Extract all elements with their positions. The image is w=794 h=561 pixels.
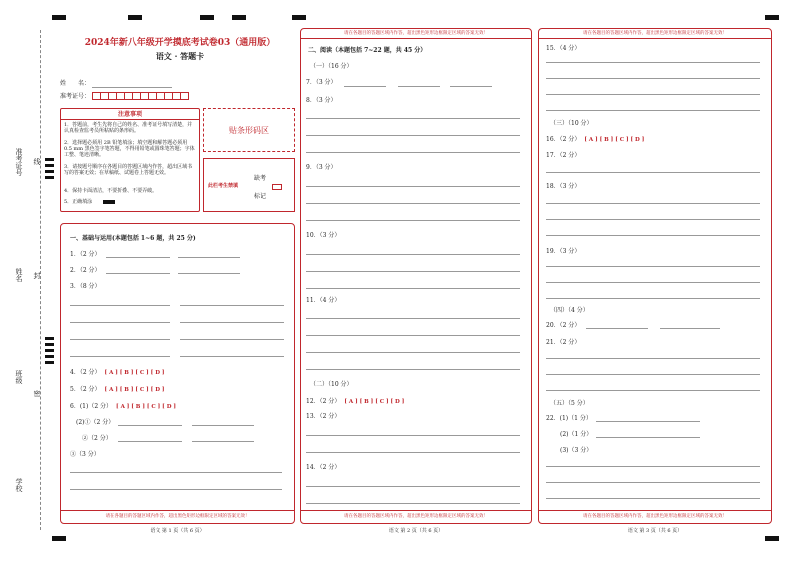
section-title: 一、基础与运用(本题包括 1~6 题，共 25 分) [70, 235, 196, 242]
registration-mark [52, 536, 66, 541]
side-label-name: 姓名 [15, 268, 23, 282]
question-label: 4．（2 分） [ A ] [ B ] [ C ] [ D ] [70, 369, 165, 376]
timing-mark [45, 164, 54, 167]
answer-line[interactable] [306, 486, 520, 487]
answer-line[interactable] [546, 110, 760, 111]
answer-line[interactable] [546, 266, 760, 267]
answer-line[interactable] [546, 235, 760, 236]
question-label: 2．（2 分） [70, 267, 101, 274]
question-label: 15．（4 分） [546, 45, 581, 52]
answer-line[interactable] [306, 288, 520, 289]
timing-mark [45, 170, 54, 173]
part-label: （四）（4 分） [550, 307, 589, 314]
answer-line[interactable] [546, 482, 760, 483]
answer-line[interactable] [70, 339, 170, 340]
answer-line[interactable] [306, 220, 520, 221]
registration-mark [200, 15, 214, 20]
answer-line[interactable] [106, 273, 170, 274]
answer-line[interactable] [398, 86, 440, 87]
exam-no-label: 准考证号： [60, 93, 91, 100]
question-label: 1．（2 分） [70, 251, 101, 258]
timing-mark [45, 337, 54, 340]
exam-no-boxes[interactable] [92, 92, 188, 100]
part-label: （一）（16 分） [310, 63, 353, 70]
answer-line[interactable] [306, 503, 520, 504]
question-label: (3)（3 分） [560, 447, 593, 454]
question-label: 6．(1)（2 分） [ A ] [ B ] [ C ] [ D ] [70, 403, 176, 410]
barcode-label: 贴条形码区 [229, 126, 269, 135]
timing-mark [45, 343, 54, 346]
question-label: 12．（2 分） [ A ] [ B ] [ C ] [ D ] [306, 398, 405, 405]
answer-line[interactable] [118, 441, 182, 442]
answer-line[interactable] [306, 203, 520, 204]
answer-line[interactable] [178, 273, 240, 274]
exam-title: 2024年新八年级开学摸底考试卷03（通用版） [84, 38, 276, 48]
answer-line[interactable] [306, 318, 520, 319]
answer-line[interactable] [180, 356, 284, 357]
question-label: 10．（3 分） [306, 232, 341, 239]
answer-line[interactable] [180, 339, 284, 340]
answer-line[interactable] [546, 62, 760, 63]
question-label: 16．（2 分） [ A ] [ B ] [ C ] [ D ] [546, 136, 645, 143]
answer-line[interactable] [546, 219, 760, 220]
missing-box [203, 158, 295, 212]
choice-options[interactable]: [ A ] [ B ] [ C ] [ D ] [104, 370, 165, 376]
registration-mark [765, 536, 779, 541]
question-label: 14．（2 分） [306, 464, 341, 471]
answer-line[interactable] [546, 78, 760, 79]
notice-item: 5．正确填涂 [64, 199, 93, 205]
registration-mark [292, 15, 306, 20]
warning-text: 请在各题目的答题区域内作答，超出黑色矩形边框限定区域的答案无效！ [344, 31, 488, 36]
part-label: （三）（10 分） [550, 120, 593, 127]
exam-subtitle: 语文 · 答题卡 [155, 51, 205, 61]
answer-line[interactable] [546, 466, 760, 467]
question-label: 9．（3 分） [306, 164, 337, 171]
answer-line[interactable] [306, 118, 520, 119]
answer-line[interactable] [70, 472, 282, 473]
answer-line[interactable] [306, 135, 520, 136]
notice-item: 3．请按题号顺序在各题目的答题区域内作答，超出区域书写的答案无效；在草稿纸、试题卷上答题无效。 [64, 164, 193, 176]
answer-line[interactable] [306, 335, 520, 336]
answer-line[interactable] [306, 186, 520, 187]
name-field[interactable] [92, 87, 172, 88]
missing-checkbox[interactable] [272, 184, 282, 190]
answer-line[interactable] [306, 352, 520, 353]
filled-sample [103, 200, 115, 204]
timing-mark [45, 349, 54, 352]
choice-options[interactable]: [ A ] [ B ] [ C ] [ D ] [116, 404, 176, 410]
timing-mark [45, 355, 54, 358]
answer-line[interactable] [306, 152, 520, 153]
question-label: 3．（8 分） [70, 283, 101, 290]
answer-line[interactable] [546, 94, 760, 95]
question-label: 8．（3 分） [306, 97, 337, 104]
answer-line[interactable] [180, 322, 284, 323]
answer-line[interactable] [70, 322, 170, 323]
answer-line[interactable] [546, 282, 760, 283]
barcode-area [203, 108, 295, 152]
page-footer: 语文 第 1 页（共 6 页） [150, 528, 205, 534]
answer-line[interactable] [306, 271, 520, 272]
answer-line[interactable] [586, 328, 648, 329]
answer-line[interactable] [70, 305, 170, 306]
question-label: 7．（3 分） [306, 79, 337, 86]
side-label-class: 班级 [15, 370, 23, 384]
answer-line[interactable] [70, 356, 170, 357]
registration-mark [765, 15, 779, 20]
answer-line[interactable] [546, 374, 760, 375]
part-label: （五）（5 分） [550, 400, 589, 407]
question-label: (2)①（2 分） [76, 419, 115, 426]
answer-line[interactable] [192, 425, 254, 426]
choice-options[interactable]: [ A ] [ B ] [ C ] [ D ] [104, 387, 165, 393]
warning-text: 请在各题目的答题区域内作答，超出黑色矩形边框限定区域的答案无效！ [583, 31, 727, 36]
question-label: ②（2 分） [82, 435, 112, 442]
answer-line[interactable] [546, 203, 760, 204]
answer-line[interactable] [306, 435, 520, 436]
answer-line[interactable] [660, 328, 720, 329]
answer-line[interactable] [450, 86, 492, 87]
page-footer: 语文 第 3 页（共 6 页） [627, 528, 683, 534]
question-label: 21．（2 分） [546, 339, 581, 346]
question-label: 5．（2 分） [ A ] [ B ] [ C ] [ D ] [70, 386, 165, 393]
answer-line[interactable] [344, 86, 386, 87]
answer-line[interactable] [306, 369, 520, 370]
question-label: 20．（2 分） [546, 322, 581, 329]
part-label: （二）（10 分） [310, 381, 353, 388]
side-label-exam-no: 准考证号 [15, 148, 23, 176]
notice-item: 1．答题前，考生先将自己的姓名、准考证号填写清楚，并认真检查监考员所粘贴的条形码。 [64, 122, 193, 134]
timing-mark [45, 361, 54, 364]
page-footer: 语文 第 2 页（共 6 页） [388, 528, 444, 534]
question-label: 22．(1)（1 分） [546, 415, 592, 422]
warning-text: 请在各题目的答题区域内作答，超出黑色矩形边框限定区域的答案无效！ [583, 514, 727, 519]
question-label: 11．（4 分） [306, 297, 341, 304]
timing-mark [45, 158, 54, 161]
notice-item: 4．保持卡面清洁，不要折叠、不要弄破。 [64, 188, 158, 194]
notice-box [60, 108, 200, 212]
binding-line [40, 30, 41, 530]
timing-mark [45, 176, 54, 179]
choice-options[interactable]: [ A ] [ B ] [ C ] [ D ] [344, 399, 405, 405]
question-label: 19．（3 分） [546, 248, 581, 255]
answer-line[interactable] [546, 172, 760, 173]
choice-options[interactable]: [ A ] [ B ] [ C ] [ D ] [584, 137, 645, 143]
answer-line[interactable] [546, 298, 760, 299]
warning-text: 请在各题目的答题区域内作答，超出黑色矩形边框限定区域的答案无效！ [344, 514, 488, 519]
registration-mark [232, 15, 246, 20]
question-label: 18．（3 分） [546, 183, 581, 190]
side-cut-seal: 封 [33, 272, 41, 279]
side-cut-line: 线 [33, 158, 41, 165]
answer-line[interactable] [546, 498, 760, 499]
notice-title: 注意事项 [117, 111, 142, 118]
answer-line[interactable] [546, 358, 760, 359]
answer-line[interactable] [306, 254, 520, 255]
answer-line[interactable] [106, 257, 170, 258]
missing-line2: 标记 [254, 193, 267, 200]
side-cut-secret: 密 [33, 390, 41, 397]
answer-line[interactable] [178, 257, 240, 258]
answer-line[interactable] [192, 441, 254, 442]
answer-line[interactable] [180, 305, 284, 306]
answer-line[interactable] [70, 489, 282, 490]
notice-item: 2．选择题必须用 2B 铅笔填涂；填空题和解答题必须用 0.5 mm 黑色签字笔答题，不得用铅笔或圆珠笔答题；字体工整、笔迹清晰。 [64, 140, 195, 158]
answer-line[interactable] [596, 421, 700, 422]
name-label: 姓 名： [60, 80, 91, 87]
question-label: 17．（2 分） [546, 152, 581, 159]
answer-line[interactable] [306, 452, 520, 453]
question-label: ③（3 分） [70, 451, 100, 458]
registration-mark [52, 15, 66, 20]
answer-line[interactable] [546, 390, 760, 391]
question-label: 13．（2 分） [306, 413, 341, 420]
warning-text: 请在各题目的答题区域内作答，超出黑色矩形边框限定区域的答案无效！ [105, 514, 250, 519]
question-label: (2)（1 分） [560, 431, 593, 438]
section-title: 二、阅读（本题包括 7~22 题，共 45 分） [308, 47, 427, 54]
answer-line[interactable] [118, 425, 182, 426]
missing-label: 此栏考生禁填 [208, 183, 239, 189]
answer-line[interactable] [596, 437, 700, 438]
side-label-school: 学校 [15, 478, 23, 492]
missing-line1: 缺考 [254, 175, 267, 182]
registration-mark [128, 15, 142, 20]
